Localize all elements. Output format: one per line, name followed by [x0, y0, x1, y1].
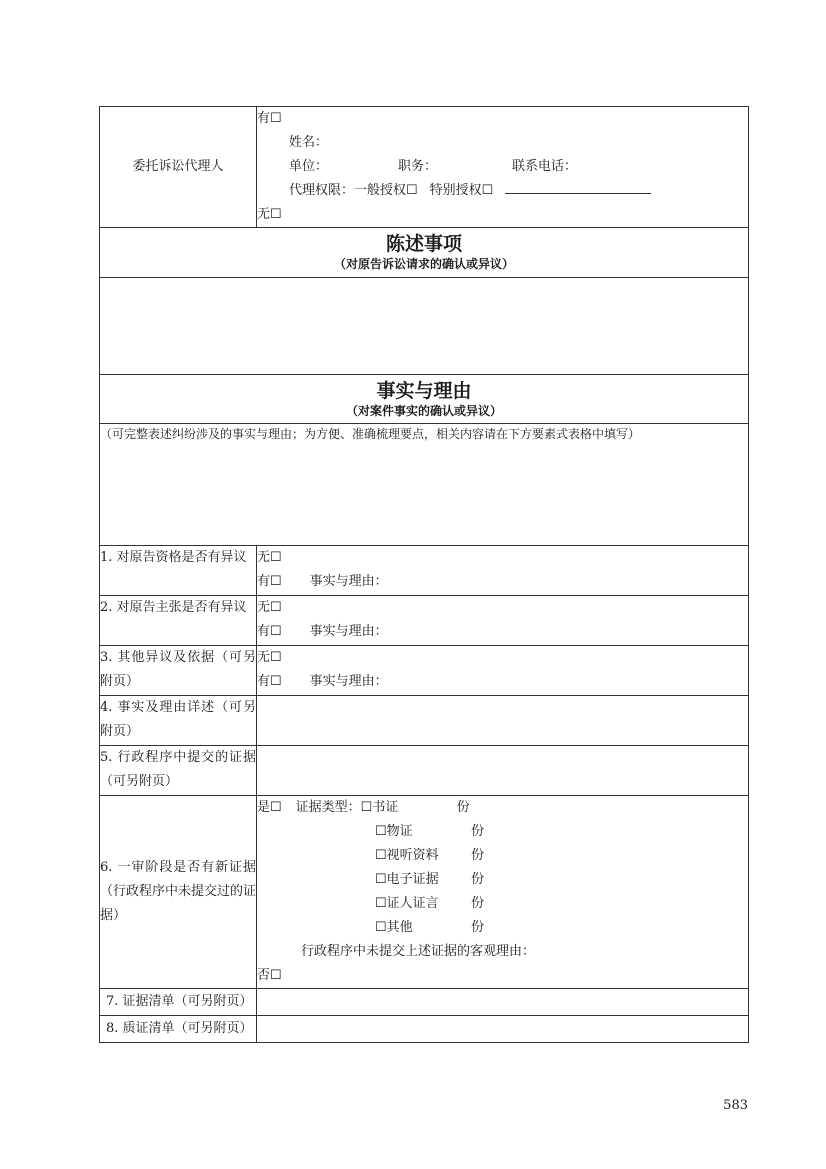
response-form-table: [99, 106, 749, 1043]
row6-type-line: [257, 844, 748, 868]
evidence-list-row-7: [100, 989, 749, 1016]
row6-reason-field[interactable]: 行政程序中未提交上述证据的客观理由：: [301, 944, 536, 959]
facts-body-row: [100, 424, 749, 546]
evidence-type-other-unit: 份: [471, 920, 485, 935]
objection-row-2: [100, 596, 749, 646]
facts-subtitle: （对案件事实的确认或异议）: [345, 403, 502, 418]
agent-none-checkbox[interactable]: 无☐: [257, 207, 282, 222]
authority-blank-line[interactable]: [505, 179, 651, 194]
new-evidence-row-6: [100, 796, 749, 989]
agent-row: [100, 107, 749, 228]
row3-has-line: [257, 670, 748, 694]
evidence-type-document[interactable]: ☐书证: [360, 800, 399, 815]
row1-content: [257, 546, 749, 596]
evidence-type-witness[interactable]: ☐证人证言: [375, 896, 439, 911]
row6-yes-checkbox[interactable]: 是☐: [257, 800, 282, 815]
cross-exam-row-8: [100, 1016, 749, 1043]
row4-input[interactable]: [257, 696, 749, 746]
objection-row-3: [100, 646, 749, 696]
row1-label: 1. 对原告资格是否有异议: [100, 546, 257, 596]
row2-content: [257, 596, 749, 646]
row3-content: [257, 646, 749, 696]
row8-label: 8. 质证清单（可另附页）: [100, 1016, 257, 1043]
facts-note: （可完整表述纠纷涉及的事实与理由；为方便、准确梳理要点，相关内容请在下方要素式表格中填写）: [100, 427, 641, 441]
row6-type-line: [257, 868, 748, 892]
row5-input[interactable]: [257, 746, 749, 796]
statement-subtitle: （对原告诉讼请求的确认或异议）: [333, 257, 514, 271]
row6-label: 6. 一审阶段是否有新证据（行政程序中未提交过的证据）: [100, 796, 257, 989]
evidence-row-5: [100, 746, 749, 796]
row2-label: 2. 对原告主张是否有异议: [100, 596, 257, 646]
row1-reason-field[interactable]: 事实与理由：: [309, 574, 388, 589]
row6-type-line: [257, 820, 748, 844]
row7-input[interactable]: [257, 989, 749, 1016]
row6-type-line: [257, 916, 748, 940]
statement-title: 陈述事项: [385, 233, 462, 255]
row3-has-checkbox[interactable]: 有☐: [257, 674, 282, 689]
evidence-type-electronic[interactable]: ☐电子证据: [375, 872, 439, 887]
facts-header-row: [100, 375, 749, 424]
statement-body-row: [100, 278, 749, 375]
authority-general-checkbox[interactable]: 代理权限：一般授权☐: [289, 183, 418, 198]
facts-header: [100, 375, 749, 424]
evidence-type-other[interactable]: ☐其他: [375, 920, 413, 935]
objection-row-1: [100, 546, 749, 596]
row6-type-line: [257, 892, 748, 916]
row6-type-label: 证据类型：: [295, 800, 361, 815]
page-number: 583: [723, 1098, 748, 1113]
row1-none-checkbox[interactable]: 无☐: [257, 550, 282, 565]
agent-authority-line: [257, 179, 748, 203]
evidence-type-physical[interactable]: ☐物证: [375, 824, 413, 839]
evidence-type-document-unit: 份: [456, 800, 470, 815]
agent-unit-line: [257, 155, 748, 179]
row8-input[interactable]: [257, 1016, 749, 1043]
row4-label: 4. 事实及理由详述（可另附页）: [100, 696, 257, 746]
row6-no-checkbox[interactable]: 否☐: [257, 968, 282, 983]
row7-label: 7. 证据清单（可另附页）: [100, 989, 257, 1016]
statement-header: [100, 228, 749, 278]
agent-phone-field[interactable]: 联系电话：: [512, 159, 578, 174]
row2-none-checkbox[interactable]: 无☐: [257, 600, 282, 615]
row6-content: [257, 796, 749, 989]
evidence-type-audiovisual-unit: 份: [471, 848, 485, 863]
evidence-type-audiovisual[interactable]: ☐视听资料: [375, 848, 439, 863]
detail-row-4: [100, 696, 749, 746]
authority-special-checkbox[interactable]: 特别授权☐: [429, 183, 494, 198]
statement-input-area[interactable]: [100, 278, 749, 375]
row1-has-line: [257, 570, 748, 594]
statement-header-row: [100, 228, 749, 278]
evidence-type-witness-unit: 份: [471, 896, 485, 911]
row5-label: 5. 行政程序中提交的证据（可另附页）: [100, 746, 257, 796]
row1-has-checkbox[interactable]: 有☐: [257, 574, 282, 589]
evidence-type-physical-unit: 份: [471, 824, 485, 839]
row3-reason-field[interactable]: 事实与理由：: [309, 674, 388, 689]
agent-position-field[interactable]: 职务：: [398, 159, 438, 174]
agent-has-checkbox[interactable]: 有☐: [257, 111, 282, 126]
row2-has-checkbox[interactable]: 有☐: [257, 624, 282, 639]
row2-has-line: [257, 620, 748, 644]
facts-title: 事实与理由: [376, 379, 472, 402]
row2-reason-field[interactable]: 事实与理由：: [309, 624, 388, 639]
agent-label: 委托诉讼代理人: [100, 107, 257, 228]
row6-yes-line: [257, 796, 748, 820]
row3-label: 3. 其他异议及依据（可另附页）: [100, 646, 257, 696]
agent-unit-field[interactable]: 单位：: [289, 159, 329, 174]
row3-none-checkbox[interactable]: 无☐: [257, 650, 282, 665]
agent-name-field[interactable]: 姓名：: [289, 135, 329, 150]
agent-content: [257, 107, 749, 228]
facts-input-area[interactable]: [100, 424, 749, 546]
evidence-type-electronic-unit: 份: [471, 872, 485, 887]
